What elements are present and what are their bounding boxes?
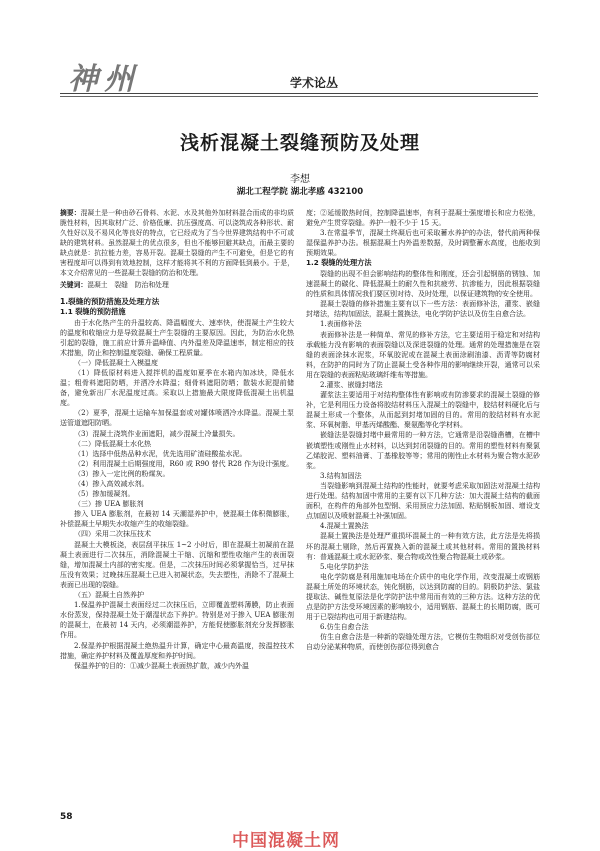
paragraph: 1.保温养护混凝土表面经过二次抹压后，立即覆盖塑料薄膜，防止表面水份蒸发，保持混凝土处于潮湿状态下养护。特别是对于掺入 UEA 膨胀剂的混凝土，在最初 14 天内，必须潮湿养护，方能促使膨胀剂充分发挥膨胀作用。 (60, 601, 294, 640)
journal-logo: 神州 (68, 62, 140, 97)
header-rule-thin (60, 96, 538, 97)
keywords (60, 280, 294, 290)
paragraph: 2.保湿养护根据混凝土绝热温升计算，确定中心最高温度，按温控技术措施，确定养护材料及覆盖厚度和养护时间。 (60, 641, 294, 660)
article-title: 浅析混凝土裂缝预防及处理 (179, 132, 420, 154)
section-heading: 1.裂缝的预防措施及处理方法 (60, 297, 160, 306)
paragraph: 5.电化学防护法 (320, 562, 369, 571)
abstract (60, 208, 294, 278)
paragraph: （五）混凝土自然养护 (74, 591, 144, 600)
paragraph: 4.混凝土置换法 (320, 522, 369, 531)
paragraph: （4）掺入高效减水剂。 (74, 480, 149, 488)
paragraph: 混凝土裂缝的修补措施主要有以下一些方法：表面修补法，灌浆、嵌缝封堵法，结构加固法，混凝土置换法，电化学防护法以及仿生自愈合法。 (306, 300, 540, 319)
paragraph: 度；②延缓散热时间，控制降温速率，有利于混凝土强度增长和应力松弛，避免产生贯穿裂缝。养护一般不少于 15 天。 (306, 209, 540, 228)
abstract-label: 摘要： (60, 209, 81, 217)
paragraph: 仿生自愈合法是一种新的裂缝处理方法，它模仿生物组织对受创伤部位自动分泌某种物质，而使创伤部位得到愈合 (306, 633, 540, 652)
author-affiliation: 湖北工程学院 湖北孝感 432100 (236, 187, 364, 197)
keywords-text: 混凝土 裂缝 防治和处理 (87, 281, 169, 289)
abstract-text: 混凝土是一种由砂石骨料、水泥、水及其他外加材料混合而成的非均质脆性材料，因其取材广泛、价格低廉、抗压强度高、可以浇筑成各种形状、耐久性好以及不易风化等良好的特点，它已经成为了当今世界建筑结构中不可或缺的建筑材料。虽然混凝土的优点很多，但也不能够回避其缺点，而最主要的缺点就是：抗拉能力差，容易开裂。混凝土裂缝的产生不可避免，但是它的有害程度却可以得到有效地控制，这样才能将其不利的方面降低到最小。于是，本文介绍常见的一些混凝土裂缝的防治和处理。 (60, 209, 294, 277)
paragraph: 当裂缝影响到混凝土结构的性能时，就要考虑采取加固法对混凝土结构进行处理。结构加固中常用的主要有以下几种方法：加大混凝土结构的截面面积，在构件的角部外包型钢、采用预应力法加固、粘贴钢板加固、增设支点加固以及喷射混凝土补强加固。 (306, 481, 540, 521)
paragraph: 6.仿生自愈合法 (320, 623, 369, 632)
paragraph: 由于水化热产生的升温较高、降温幅度大、速率快，使混凝土产生较大的温度和收缩应力是导致混凝土产生裂缝的主要原因。因此，为防治水化热引起的裂缝，施工前应计算升温峰值、内外温差及降温速率，制定相应的技术措施，防止和控制温度裂缝、确保工程质量。 (60, 318, 294, 357)
paragraph: （3）掺入一定比例的粉煤灰。 (74, 469, 170, 478)
right-column (306, 208, 540, 808)
paragraph: （三）掺 UEA 膨胀剂 (74, 500, 144, 509)
right-body (306, 208, 540, 653)
paragraph: 嵌缝法是裂缝封堵中最常用的一种方法，它通常是沿裂缝凿槽，在槽中嵌填塑性或刚性止水材料，以达到封闭裂缝的目的。常用的塑性材料有聚氯乙烯胶泥、塑料油膏、丁基橡胶等等；常用的刚性止水材料为聚合物水泥砂浆。 (306, 431, 540, 470)
page-number: 58 (60, 812, 73, 822)
paragraph: （四）采用二次抹压技术 (74, 530, 151, 539)
paragraph: 2.灌浆、嵌缝封堵法 (320, 381, 383, 389)
paragraph: （3）混凝土浇筑作业面遮阳，减少混凝土冷量损失。 (74, 429, 240, 438)
subsection-heading: 1.1 裂缝的预防措施 (60, 307, 126, 316)
paragraph: （2）夏季，混凝土运输车加保温套或对罐体喷洒冷水降温。混凝土泵送管道遮阳防晒。 (60, 409, 294, 428)
paragraph: 电化学防腐是利用施加电场在介质中的电化学作用，改变混凝土或钢筋混凝土所处的环境状态，钝化钢筋，以达到防腐的目的。阴极防护法、氯盐提取法、碱性复原法是化学防护法中常用而有效的三种方法。这种方法的优点是防护方法受环境因素的影响较小，适用钢筋、混凝土的长期防腐，既可用于已裂结构也可用于新建结构。 (306, 572, 540, 622)
paragraph: 1.表面修补法 (320, 320, 362, 329)
paragraph: 灌浆法主要适用于对结构整体性有影响或有防渗要求的混凝土裂缝的修补，它是利用压力设备将胶结材料压入混凝土的裂缝中，胶结材料硬化后与混凝土形成一个整体，从而起到封堵加固的目的。常用的胶结材料有水泥浆、环氧树脂、甲基丙烯酸酯、聚氨酯等化学材料。 (306, 391, 540, 430)
keywords-label: 关键词： (60, 281, 88, 289)
paragraph: （一）降低混凝土入模温度 (74, 358, 158, 367)
paragraph: 表面修补法是一种简单、常见的修补方法，它主要适用于稳定和对结构承载能力没有影响的表面裂缝以及深进裂缝的处理。通常的处理措施是在裂缝的表面涂抹水泥浆，环氧胶泥或在混凝土表面涂刷油漆、沥青等防腐材料，在防护的同时为了防止混凝土受各种作用的影响继续开裂，通常可以采用在裂缝的表面粘贴玻璃纤维布等措施。 (306, 330, 540, 379)
paragraph: 裂缝的出现不但会影响结构的整体性和刚度，还会引起钢筋的锈蚀、加速混凝土的碳化、降低混凝土的耐久性和抗疲劳、抗渗能力，因此根据裂缝的性质和具体情况我们要区别对待、及时处理，以保证建筑物的安全使用。 (306, 269, 540, 299)
paragraph: （1）降低原材料进入搅拌机的温度如夏季在水箱内加冰块，降低水温；粗骨料遮阳防晒，并洒冷水降温；细骨料遮阳防晒；散装水泥提前储备，避免新出厂水泥温度过高。采取以上措施最大限度降低混凝土出机温度。 (60, 368, 294, 408)
paragraph: （5）掺加缓凝剂。 (74, 490, 135, 499)
author-name: 李想 (290, 174, 310, 185)
section-label: 学术论丛 (290, 76, 339, 90)
watermark: 中国混凝土网 (232, 831, 340, 851)
paragraph: 混凝土大模板浇，表层刮平抹压 1~2 小时后，即在混凝土初凝前在混凝土表面进行二次抹压，消除混凝土干缩、沉缩和塑性收缩产生的表面裂缝，增加混凝土内部的密实度。但是，二次抹压时间必须掌握恰当，过早抹压没有效果；过晚抹压混凝土已进入初凝状态，失去塑性，消除不了混凝土表面已出现的裂缝。 (60, 540, 294, 589)
paragraph: 混凝土置换法是处理严重损坏混凝土的一种有效方法，此方法是先将损坏的混凝土剔除，然后再置换入新的混凝土或其他材料。常用的置换材料有：普通混凝土或水泥砂浆、聚合物或改性聚合物混凝土或砂浆。 (306, 532, 540, 561)
paragraph: （2）利用混凝土后期强度用，R60 或 R90 替代 R28 作为设计强度。 (74, 459, 294, 468)
subsection-heading: 1.2 裂缝的处理方法 (306, 258, 372, 268)
left-column (60, 208, 294, 808)
paragraph: 3.结构加固法 (320, 471, 362, 480)
paragraph: 3.在常温季节，混凝土终凝后也可采取蓄水养护的办法，替代前两种保湿保温养护办法。根据混凝土内外温差数据，及时调整蓄水高度，也能收到预期效果。 (306, 229, 540, 258)
paragraph: （二）降低混凝土水化热 (74, 439, 151, 448)
paragraph: （1）选择中低热品种水泥，优先选用矿渣硅酸盐水泥。 (74, 449, 247, 458)
paragraph: 保温养护的目的：①减少混凝土表面热扩散，减少内外温 (74, 661, 249, 670)
header-rule (60, 93, 538, 94)
paragraph: 掺入 UEA 膨胀剂，在最初 14 天潮湿养护中，使混凝土体积微膨胀，补偿混凝土早期失水收缩产生的收缩裂缝。 (60, 510, 294, 529)
left-body (60, 296, 294, 671)
